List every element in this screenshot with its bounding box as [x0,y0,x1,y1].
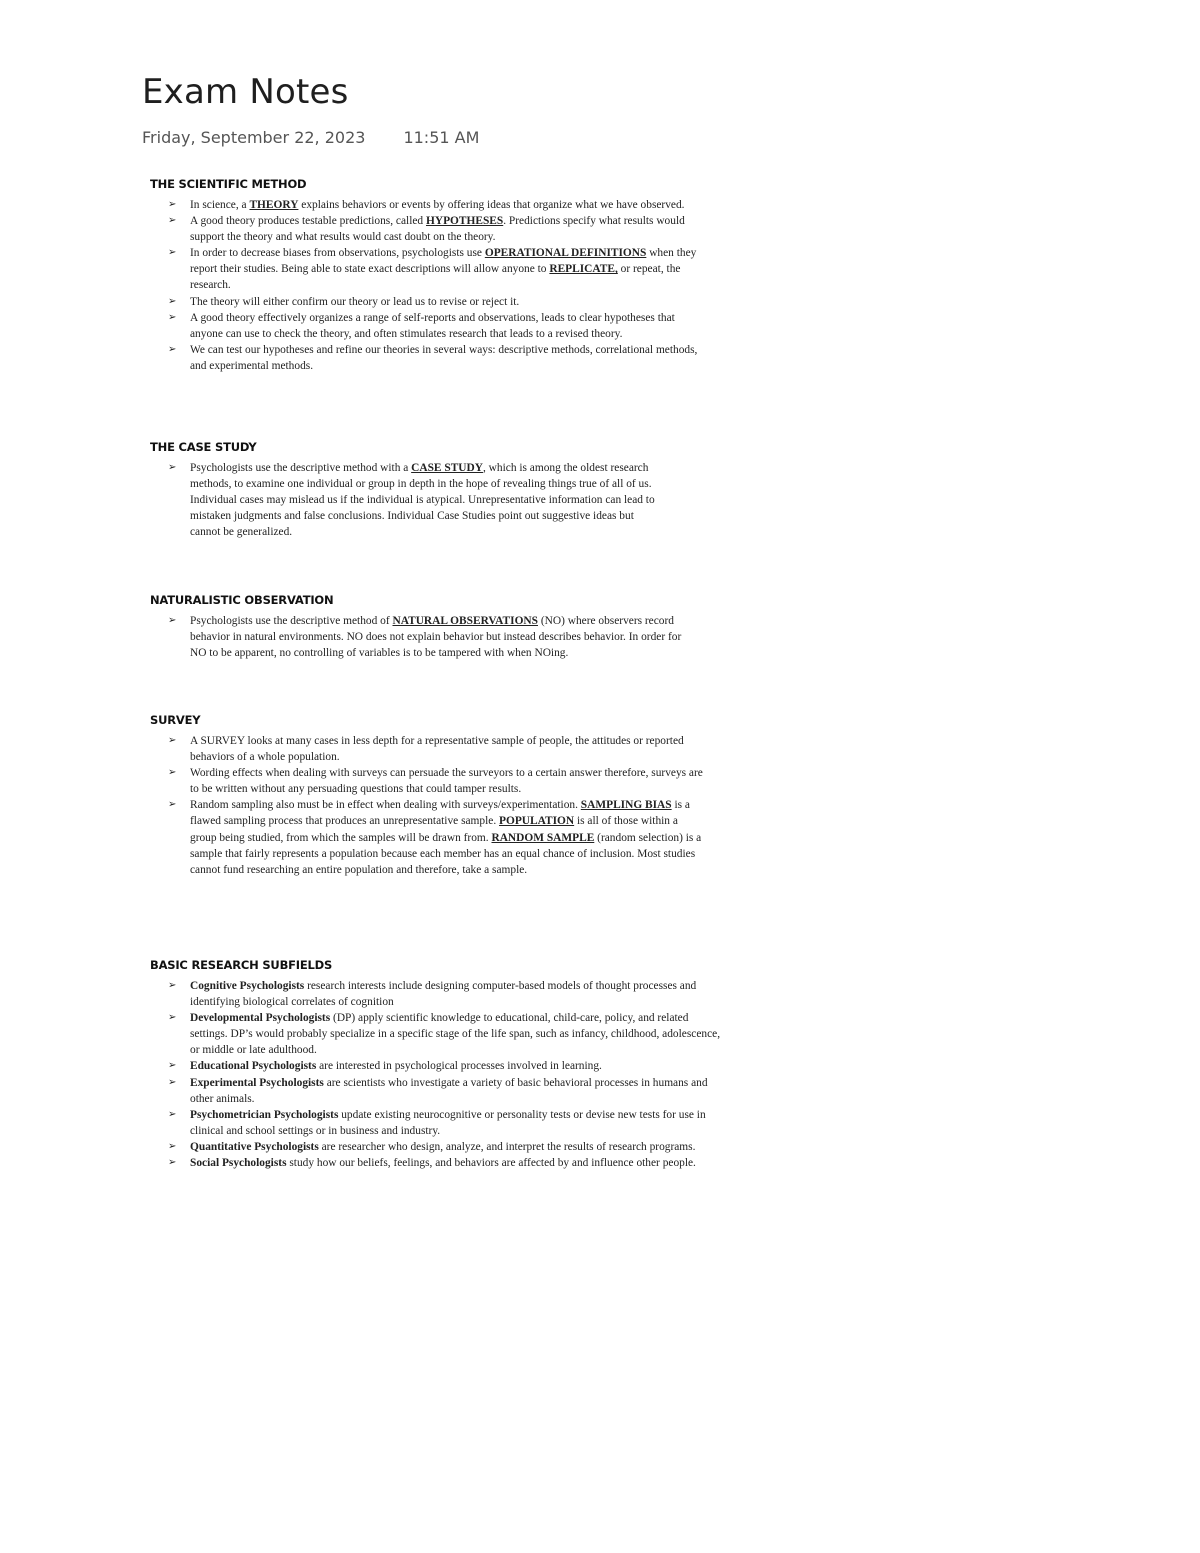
bullet-list [146,733,706,878]
subfield-name: Social Psychologists [190,1157,287,1170]
section-heading: THE SCIENTIFIC METHOD [150,177,307,191]
subfield-name: Developmental Psychologists [190,1012,331,1025]
bullet-list [146,460,666,540]
key-term: HYPOTHESES [425,215,504,228]
key-term: NATURAL OBSERVATIONS [392,615,538,627]
section-heading: SURVEY [150,713,201,727]
key-term: SAMPLING BIAS [580,799,672,812]
list-item: ➢ Developmental Psychologists (DP) apply scientific knowledge to educational, child-care, policy, and related settings. DP’s would probably specialize in a specific stage of the life span, such as infancy, childhood, adolescence, or middle or late adulthood. [146,1010,726,1058]
page-time: 11:51 AM [403,128,480,147]
subfield-name: Quantitative Psychologists [190,1140,319,1153]
key-term: THEORY [249,199,299,211]
section-naturalistic-observation [146,593,686,661]
list-item: ➢ In order to decrease biases from observations, psychologists use OPERATIONAL DEFINITIONS when they report their studies. Being able to state exact descriptions will allow anyone to REPLICATE, or repeat, the research. [146,245,706,293]
section-heading: THE CASE STUDY [150,440,257,454]
section-basic-research-subfields [146,958,726,1171]
bullet-list [146,197,706,374]
key-term: POPULATION [499,815,575,828]
list-item: ➢ Psychometrician Psychologists update existing neurocognitive or personality tests or devise new tests for use in clinical and school settings or in business and industry. [146,1107,726,1139]
section-case-study [146,440,666,540]
subfield-name: Experimental Psychologists [190,1076,324,1089]
list-item: ➢ Cognitive Psychologists research interests include designing computer-based models of thought processes and identifying biological correlates of cognition [146,978,726,1010]
list-item: ➢ Experimental Psychologists are scientists who investigate a variety of basic behavioral processes in humans and other animals. [146,1075,726,1107]
subfield-name: Cognitive Psychologists [190,980,305,992]
section-heading: NATURALISTIC OBSERVATION [150,593,334,607]
list-item: ➢ A good theory effectively organizes a range of self-reports and observations, leads to clear hypotheses that anyone can use to check the theory, and often stimulates research that leads to a revised theory. [146,310,706,342]
key-term: CASE STUDY [411,462,483,474]
bullet-list [146,978,726,1171]
key-term: OPERATIONAL DEFINITIONS [484,247,647,260]
section-survey [146,713,706,878]
list-item: ➢ A good theory produces testable predictions, called HYPOTHESES. Predictions specify what results would support the theory and what results would cast doubt on the theory. [146,213,706,245]
section-scientific-method [146,177,706,374]
key-term: REPLICATE, [549,263,618,276]
page-timestamp [142,128,479,147]
page-date: Friday, September 22, 2023 [142,128,366,147]
list-item: ➢ Quantitative Psychologists are researcher who design, analyze, and interpret the results of research programs. [146,1139,726,1155]
subfield-name: Psychometrician Psychologists [190,1108,339,1121]
list-item: ➢ We can test our hypotheses and refine our theories in several ways: descriptive methods, correlational methods, and experimental methods. [146,342,706,374]
list-item: ➢ Wording effects when dealing with surveys can persuade the surveyors to a certain answer therefore, surveys are to be written without any persuading questions that could tamper results. [146,765,706,797]
section-heading: BASIC RESEARCH SUBFIELDS [150,958,333,972]
page-title: Exam Notes [142,72,349,112]
list-item: ➢ The theory will either confirm our theory or lead us to revise or reject it. [146,294,706,310]
list-item: ➢ Educational Psychologists are interested in psychological processes involved in learning. [146,1058,726,1074]
list-item: ➢ In science, a THEORY explains behaviors or events by offering ideas that organize what we have observed. [146,197,706,213]
list-item: ➢ Random sampling also must be in effect when dealing with surveys/experimentation. SAMPLING BIAS is a flawed sampling process that produces an unrepresentative sample. POPULATION is all of those within a group being studied, from which the samples will be drawn from. RANDOM SAMPLE (random selection) is a sample that fairly represents a population because each member has an equal chance of inclusion. Most studies cannot fund researching an entire population and therefore, take a sample. [146,797,706,877]
subfield-name: Educational Psychologists [190,1060,317,1073]
key-term: RANDOM SAMPLE [491,831,595,844]
list-item: ➢ Social Psychologists study how our beliefs, feelings, and behaviors are affected by and influence other people. [146,1155,726,1171]
bullet-list [146,613,686,661]
list-item: ➢ Psychologists use the descriptive method of NATURAL OBSERVATIONS (NO) where observers record behavior in natural environments. NO does not explain behavior but instead describes behavior. In order for NO to be apparent, no controlling of variables is to be tampered with when NOing. [146,613,686,661]
list-item: ➢ Psychologists use the descriptive method with a CASE STUDY, which is among the oldest research methods, to examine one individual or group in depth in the hope of revealing things true of all of us. Individual cases may mislead us if the individual is atypical. Unrepresentative information can lead to mistaken judgments and false conclusions. Individual Case Studies point out suggestive ideas but cannot be generalized. [146,460,666,540]
list-item: ➢ A SURVEY looks at many cases in less depth for a representative sample of people, the attitudes or reported behaviors of a whole population. [146,733,706,765]
